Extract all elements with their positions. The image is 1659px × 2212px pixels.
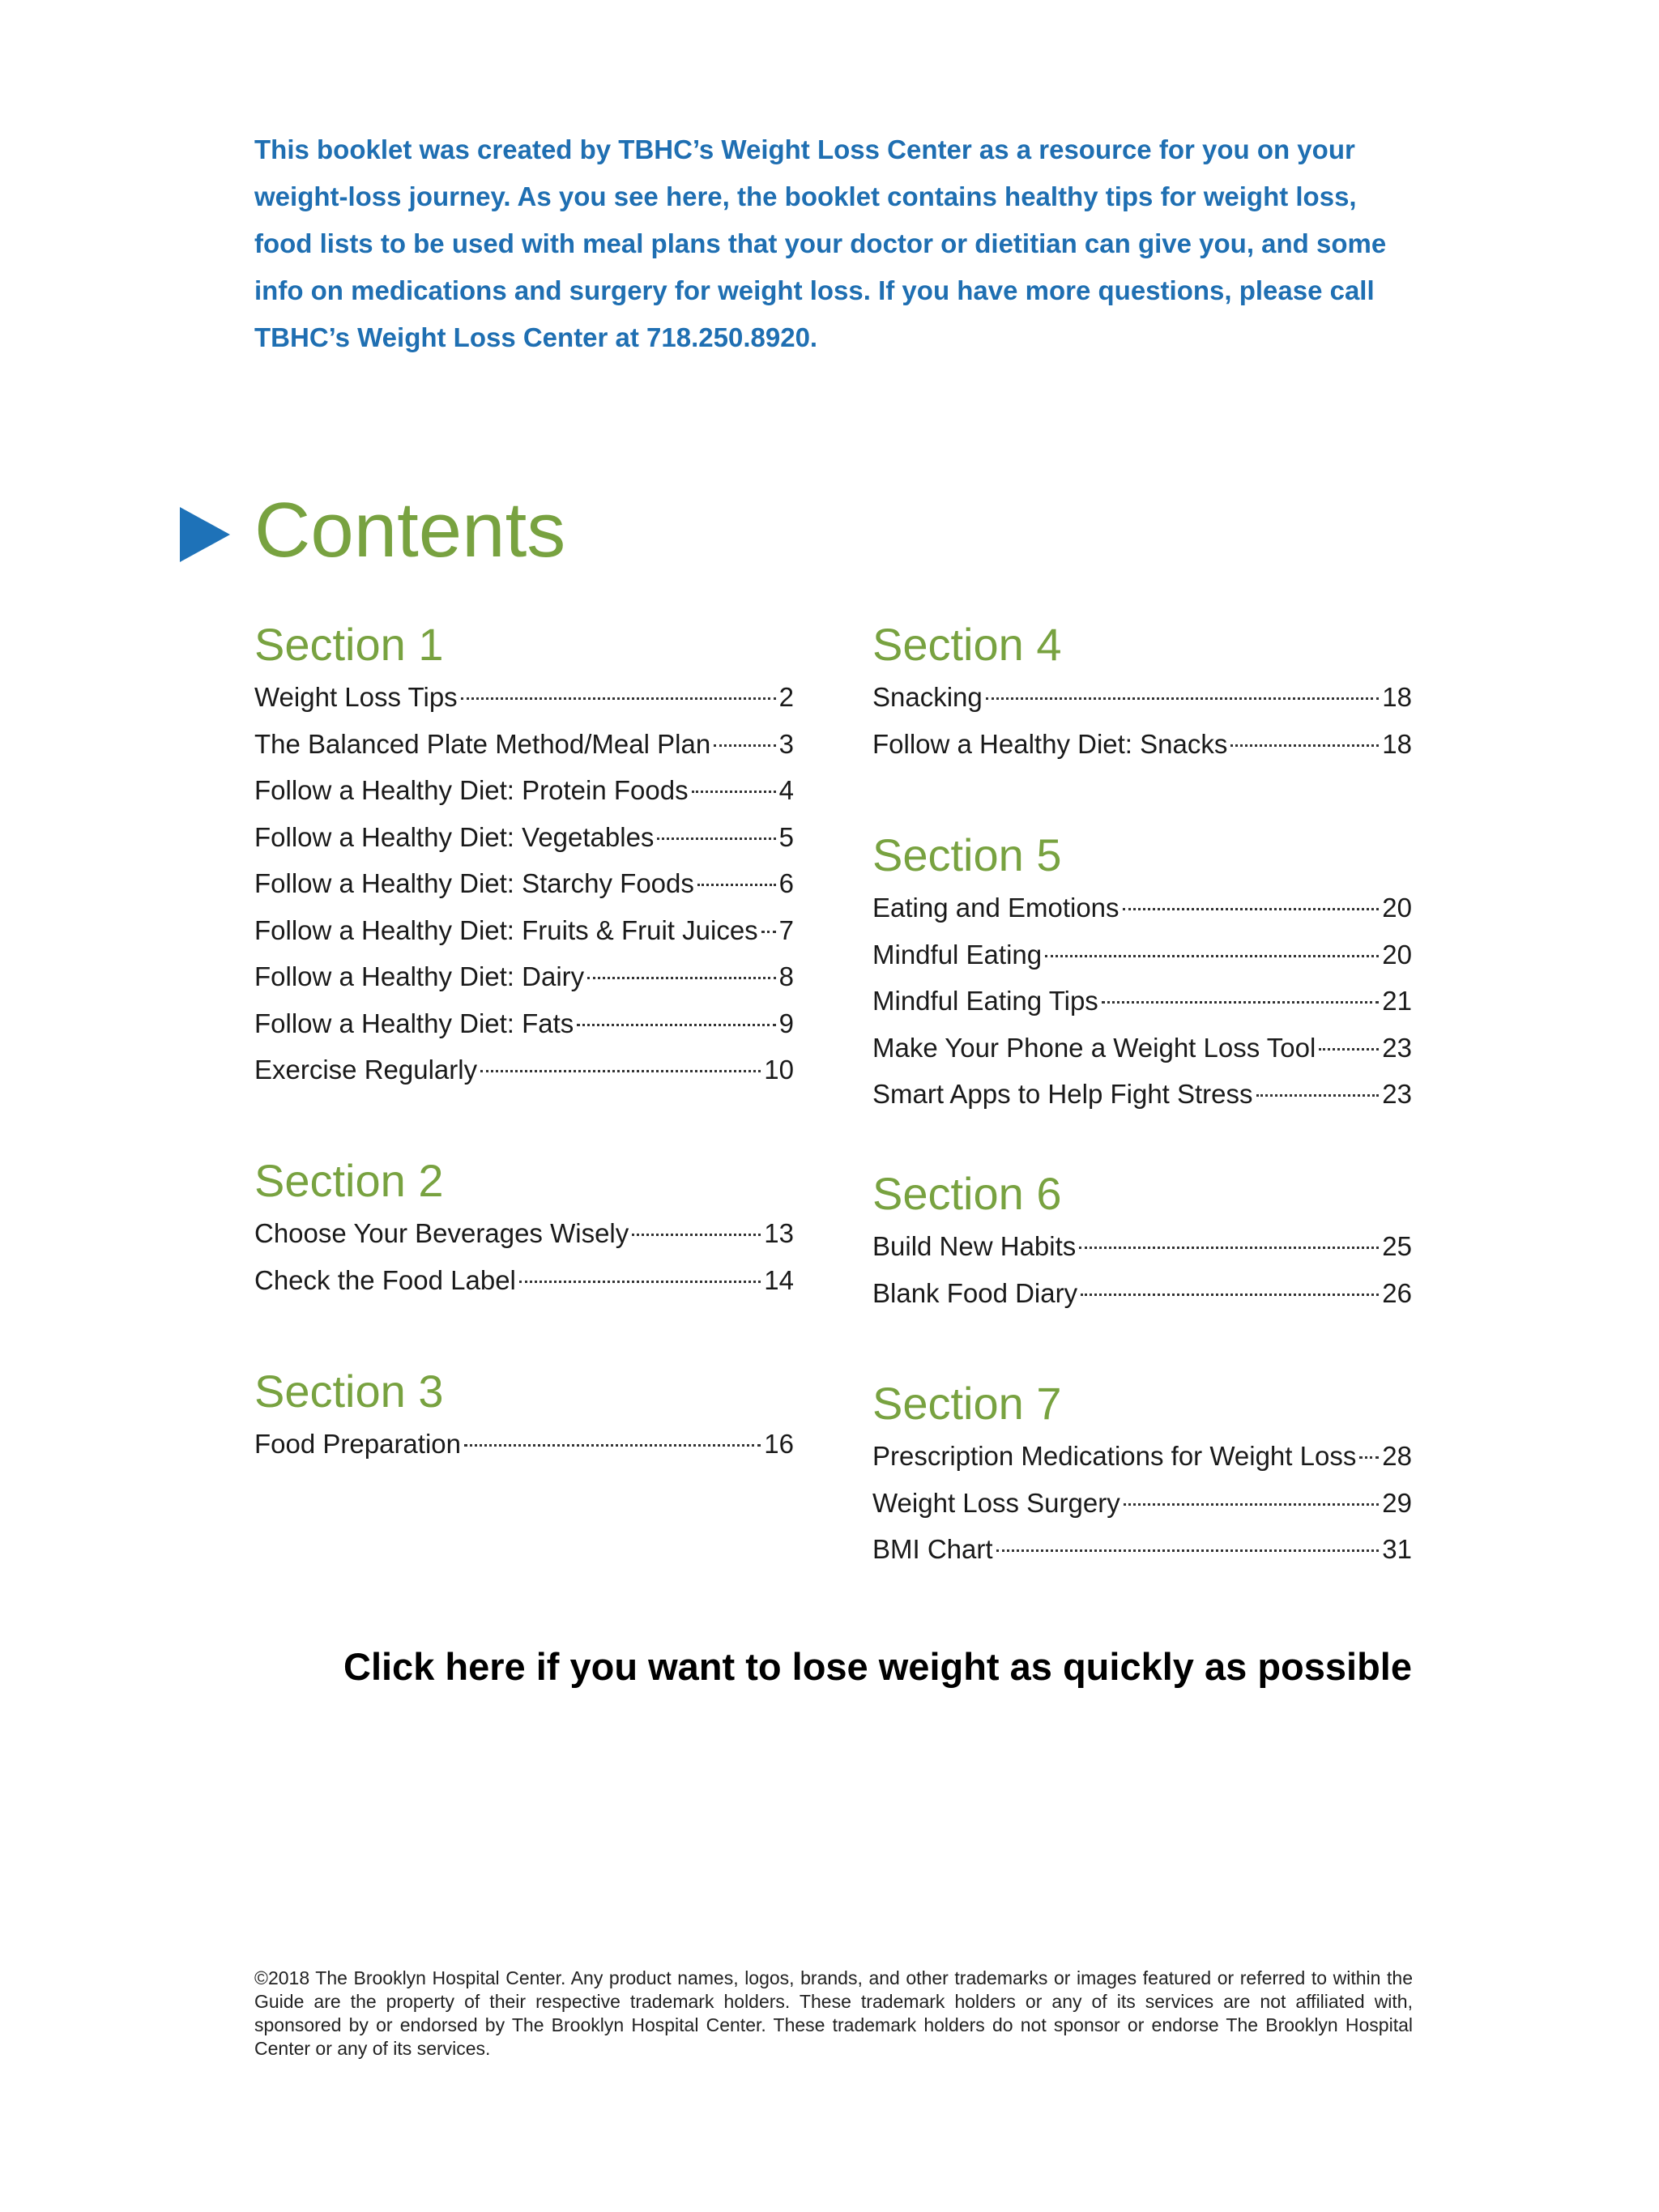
toc-page-number: 6 bbox=[778, 868, 794, 898]
toc-entry[interactable] bbox=[254, 767, 794, 814]
toc-page-number: 5 bbox=[778, 821, 794, 852]
toc-entry[interactable] bbox=[254, 814, 794, 861]
toc-page-number: 14 bbox=[764, 1264, 794, 1295]
toc-entry[interactable] bbox=[254, 907, 794, 954]
toc-page-number: 10 bbox=[764, 1055, 794, 1085]
toc-entry-label: Weight Loss Surgery bbox=[872, 1487, 1120, 1518]
section-title: Section 4 bbox=[872, 619, 1062, 670]
toc-page-number: 2 bbox=[778, 682, 794, 712]
toc-entry-label: Follow a Healthy Diet: Starchy Foods bbox=[254, 868, 694, 898]
toc-entry-label: Follow a Healthy Diet: Protein Foods bbox=[254, 775, 689, 805]
toc-entry-label: Food Preparation bbox=[254, 1429, 461, 1459]
dot-leader bbox=[587, 977, 776, 979]
toc-page-number: 23 bbox=[1382, 1032, 1412, 1063]
toc-entry[interactable] bbox=[254, 1000, 794, 1047]
dot-leader bbox=[692, 791, 776, 793]
toc-entry[interactable] bbox=[254, 953, 794, 1000]
toc-entry[interactable] bbox=[872, 1071, 1412, 1118]
toc-page-number: 9 bbox=[778, 1008, 794, 1038]
toc-entry[interactable] bbox=[872, 978, 1412, 1025]
toc-entry[interactable] bbox=[254, 674, 794, 721]
dot-leader bbox=[986, 697, 1380, 700]
dot-leader bbox=[697, 884, 776, 886]
toc-page-number: 20 bbox=[1382, 893, 1412, 923]
section-title: Section 2 bbox=[254, 1155, 444, 1206]
toc-entry[interactable] bbox=[254, 1046, 794, 1093]
toc-entry-label: Weight Loss Tips bbox=[254, 682, 458, 712]
toc-entry[interactable] bbox=[872, 721, 1412, 768]
toc-entry-label: Mindful Eating bbox=[872, 939, 1043, 970]
section-title: Section 7 bbox=[872, 1378, 1062, 1429]
toc-entry-label: Make Your Phone a Weight Loss Tool bbox=[872, 1032, 1316, 1063]
dot-leader bbox=[1319, 1048, 1379, 1051]
toc-page-number: 4 bbox=[778, 775, 794, 805]
toc-section bbox=[254, 1152, 794, 1303]
toc-page-number: 16 bbox=[764, 1429, 794, 1459]
toc-entry-label: Check the Food Label bbox=[254, 1264, 516, 1295]
toc-entry-label: Follow a Healthy Diet: Vegetables bbox=[254, 821, 655, 852]
section-title: Section 6 bbox=[872, 1168, 1062, 1219]
toc-entry[interactable] bbox=[872, 674, 1412, 721]
dot-leader bbox=[657, 837, 775, 840]
toc-entry[interactable] bbox=[872, 1526, 1412, 1573]
toc-page-number: 23 bbox=[1382, 1079, 1412, 1109]
toc-entry[interactable] bbox=[254, 1210, 794, 1257]
dot-leader bbox=[996, 1549, 1380, 1552]
toc-entry[interactable] bbox=[872, 1025, 1412, 1072]
toc-page-number: 20 bbox=[1382, 939, 1412, 970]
toc-page-number: 8 bbox=[778, 961, 794, 991]
lose-weight-link[interactable]: Click here if you want to lose weight as quickly as possible bbox=[343, 1645, 1412, 1688]
dot-leader bbox=[714, 744, 775, 747]
toc-entry-label: Prescription Medications for Weight Loss bbox=[872, 1441, 1357, 1471]
dot-leader bbox=[480, 1070, 761, 1072]
toc-entry-label: BMI Chart bbox=[872, 1534, 993, 1564]
toc-section bbox=[254, 616, 794, 1093]
intro-paragraph: This booklet was created by TBHC’s Weight Loss Center as a resource for you on your weight-loss journey. As you see here, the booklet contains healthy tips for weight loss, food lists to be used with meal plans that your doctor or dietitian can give you, and some info on medications and surgery for weight loss. If you have more questions, please call TBHC’s Weight Loss Center at 718.250.8920. bbox=[254, 134, 1387, 352]
triangle-right-icon bbox=[180, 507, 230, 562]
toc-page-number: 21 bbox=[1382, 986, 1412, 1016]
toc-entry[interactable] bbox=[254, 860, 794, 907]
toc-entry-label: Smart Apps to Help Fight Stress bbox=[872, 1079, 1253, 1109]
toc-page-number: 28 bbox=[1382, 1441, 1412, 1471]
toc-entry-label: Blank Food Diary bbox=[872, 1277, 1078, 1308]
toc-page-number: 25 bbox=[1382, 1231, 1412, 1261]
dot-leader bbox=[1081, 1294, 1379, 1296]
dot-leader bbox=[1230, 744, 1379, 747]
toc-section bbox=[872, 1165, 1412, 1316]
toc-entry-label: Follow a Healthy Diet: Snacks bbox=[872, 728, 1228, 759]
contents-title: Contents bbox=[254, 487, 566, 573]
toc-entry[interactable] bbox=[872, 1433, 1412, 1480]
toc-section bbox=[872, 616, 1412, 767]
dot-leader bbox=[1359, 1456, 1379, 1459]
toc-entry[interactable] bbox=[254, 721, 794, 768]
dot-leader bbox=[1102, 1001, 1379, 1004]
dot-leader bbox=[464, 1444, 761, 1447]
dot-leader bbox=[761, 931, 776, 933]
section-title: Section 1 bbox=[254, 619, 444, 670]
toc-page-number: 18 bbox=[1382, 682, 1412, 712]
toc-entry-label: Mindful Eating Tips bbox=[872, 986, 1098, 1016]
toc-entry[interactable] bbox=[872, 1223, 1412, 1270]
dot-leader bbox=[1123, 908, 1380, 910]
toc-section bbox=[254, 1362, 794, 1468]
toc-entry[interactable] bbox=[872, 884, 1412, 931]
toc-entry[interactable] bbox=[872, 1270, 1412, 1317]
toc-page-number: 13 bbox=[764, 1218, 794, 1248]
toc-section bbox=[872, 826, 1412, 1118]
dot-leader bbox=[461, 697, 776, 700]
toc-page-number: 29 bbox=[1382, 1487, 1412, 1518]
dot-leader bbox=[519, 1281, 761, 1283]
toc-entry-label: Choose Your Beverages Wisely bbox=[254, 1218, 629, 1248]
toc-page-number: 31 bbox=[1382, 1534, 1412, 1564]
toc-entry-label: Follow a Healthy Diet: Fruits & Fruit Juices bbox=[254, 914, 758, 945]
section-title: Section 3 bbox=[254, 1366, 444, 1417]
copyright-footer: ©2018 The Brooklyn Hospital Center. Any product names, logos, brands, and other trademarks or images featured or referred to within the Guide are the property of their respective trademark holders. These trademark holders or any of its services are not affiliated with, sponsored by or endorsed by The Brooklyn Hospital Center. These trademark holders do not sponsor or endorse The Brooklyn Hospital Center or any of its services. bbox=[254, 1967, 1413, 2059]
dot-leader bbox=[632, 1234, 761, 1236]
toc-entry-label: Snacking bbox=[872, 682, 983, 712]
toc-entry[interactable] bbox=[254, 1421, 794, 1468]
toc-entry[interactable] bbox=[872, 1480, 1412, 1527]
toc-entry-label: Build New Habits bbox=[872, 1231, 1077, 1261]
toc-entry-label: Exercise Regularly bbox=[254, 1055, 478, 1085]
toc-page-number: 26 bbox=[1382, 1277, 1412, 1308]
toc-page-number: 3 bbox=[778, 728, 794, 759]
section-title: Section 5 bbox=[872, 829, 1062, 880]
toc-entry[interactable] bbox=[872, 931, 1412, 978]
toc-page-number: 18 bbox=[1382, 728, 1412, 759]
dot-leader bbox=[1079, 1247, 1379, 1249]
toc-entry[interactable] bbox=[254, 1257, 794, 1304]
dot-leader bbox=[1256, 1094, 1380, 1097]
dot-leader bbox=[1124, 1503, 1380, 1506]
toc-entry-label: Eating and Emotions bbox=[872, 893, 1120, 923]
dot-leader bbox=[1045, 955, 1379, 957]
toc-entry-label: Follow a Healthy Diet: Fats bbox=[254, 1008, 574, 1038]
dot-leader bbox=[577, 1024, 775, 1026]
toc-entry-label: Follow a Healthy Diet: Dairy bbox=[254, 961, 585, 991]
toc-page-number: 7 bbox=[778, 914, 794, 945]
toc-section bbox=[872, 1375, 1412, 1573]
toc-entry-label: The Balanced Plate Method/Meal Plan bbox=[254, 728, 711, 759]
